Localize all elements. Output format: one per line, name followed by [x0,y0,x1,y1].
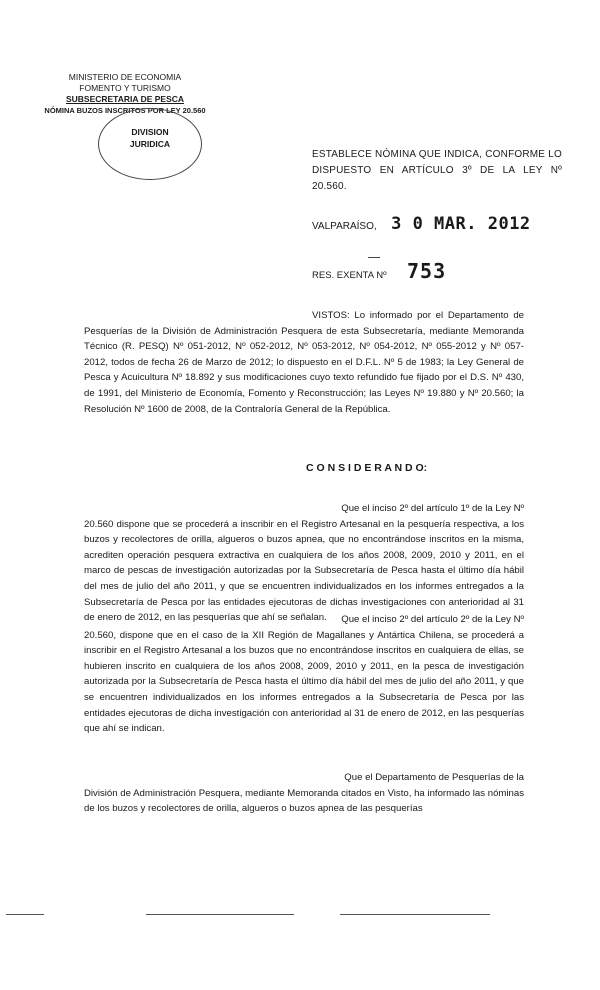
considerando-heading: C O N S I D E R A N D O: [306,462,428,474]
date-stamp: 3 0 MAR. 2012 [391,214,531,234]
document-title: ESTABLECE NÓMINA QUE INDICA, CONFORME LO DISPUESTO EN ARTÍCULO 3º DE LA LEY Nº 20.560. [312,149,562,192]
resolution-label: RES. EXENTA Nº [312,270,387,281]
resolution-mark [368,257,380,258]
vistos-paragraph: VISTOS: Lo informado por el Departamento de Pesquerías de la División de Administración Pesquera de esta Subsecretaría, mediante Memoranda Técnico (R. PESQ) Nº 051-2012, Nº 052-2012, Nº 053-2012, Nº 054-2012, Nº 055-2012 y Nº 057-2012, todos de fecha 26 de Marzo de 2012; lo dispuesto en el D.F.L. Nº 5 de 1983; la Ley General de Pesca y Acuicultura Nº 18.892 y sus modificaciones cuyo texto refundido fue fijado por el D.S. Nº 430, de 1991, del Ministerio de Economía, Fomento y Reconstrucción; las Leyes Nº 19.880 y Nº 20.560; la Resolución Nº 1600 de 2008, de la Contraloría General de la República. [84,310,524,415]
considerando-3 [84,770,524,817]
subsecretaria-name: SUBSECRETARIA DE PESCA [65,94,185,104]
division-juridica-stamp [98,108,202,180]
place-label: VALPARAÍSO, [312,221,377,232]
considerando-1 [84,501,524,626]
considerando-3-body: División de Administración Pesquera, mediante Memoranda citados en Visto, ha informado las nóminas de los buzos y recolectores de orilla, algueros o buzos apnea de las pesquerías [84,787,524,815]
resolution-number: 753 [407,259,447,283]
bottom-rule-left [6,914,44,915]
considerando-1-body: 20.560 dispone que se procederá a inscribir en el Registro Artesanal en la pesquería respectiva, a los buzos y recolectores de orilla, algueros o buzos apnea, que no encontrándose inscritos en la misma, acrediten operación pesquera extractiva en cualquiera de los años 2008, 2009, 2010 y 2011, en el marco de pescas de investigación autorizadas por la Subsecretaría de Pesca hasta el último día hábil del mes de julio del año 2011, y que se encuentren individualizados en los informes entregados a la Subsecretaría de Pesca por las entidades ejecutoras de dichas investigaciones con anterioridad al 31 de enero de 2012, en las pesquerías que ahí se señalan. [84,518,524,624]
resolution-line [312,259,446,283]
ministry-subtitle: FOMENTO Y TURISMO [79,83,171,93]
considerando-2-body: 20.560, dispone que en el caso de la XII Región de Magallanes y Antártica Chilena, se procederá a inscribir en el Registro Artesanal a los buzos que no encontrándose inscritos en cualquiera de ellas, se hubieren inscrito en cualquiera de los años 2008, 2009, 2010 y 2011, en la pesca de investigación autorizada por la Subsecretaría de Pesca hasta el último día hábil del mes de julio del año 2011, y que se encuentren individualizados en los informes entregados a la Subsecretaría de Pesca por las entidades ejecutoras de dicha investigación con anterioridad al 31 de enero de 2012, en las pesquerías que ahí se indican. [84,629,524,735]
considerando-2 [84,612,524,737]
considerando-2-lead: Que el inciso 2º del artículo 2º de la Ley Nº [341,614,524,625]
ministry-name: MINISTERIO DE ECONOMIA [68,72,182,82]
bottom-rule-right [340,914,490,915]
bottom-rule-center [146,914,294,915]
place-date-line [312,214,531,234]
stamp-line-1: DIVISION [131,127,169,137]
considerando-3-lead: Que el Departamento de Pesquerías de la [344,772,524,783]
document-code: NÓMINA BUZOS INSCRITOS POR LEY 20.560 [44,106,206,115]
considerando-1-lead: Que el inciso 2º del artículo 1º de la Ley Nº [341,503,524,514]
letterhead [40,72,210,116]
stamp-line-2: JURIDICA [129,139,171,149]
